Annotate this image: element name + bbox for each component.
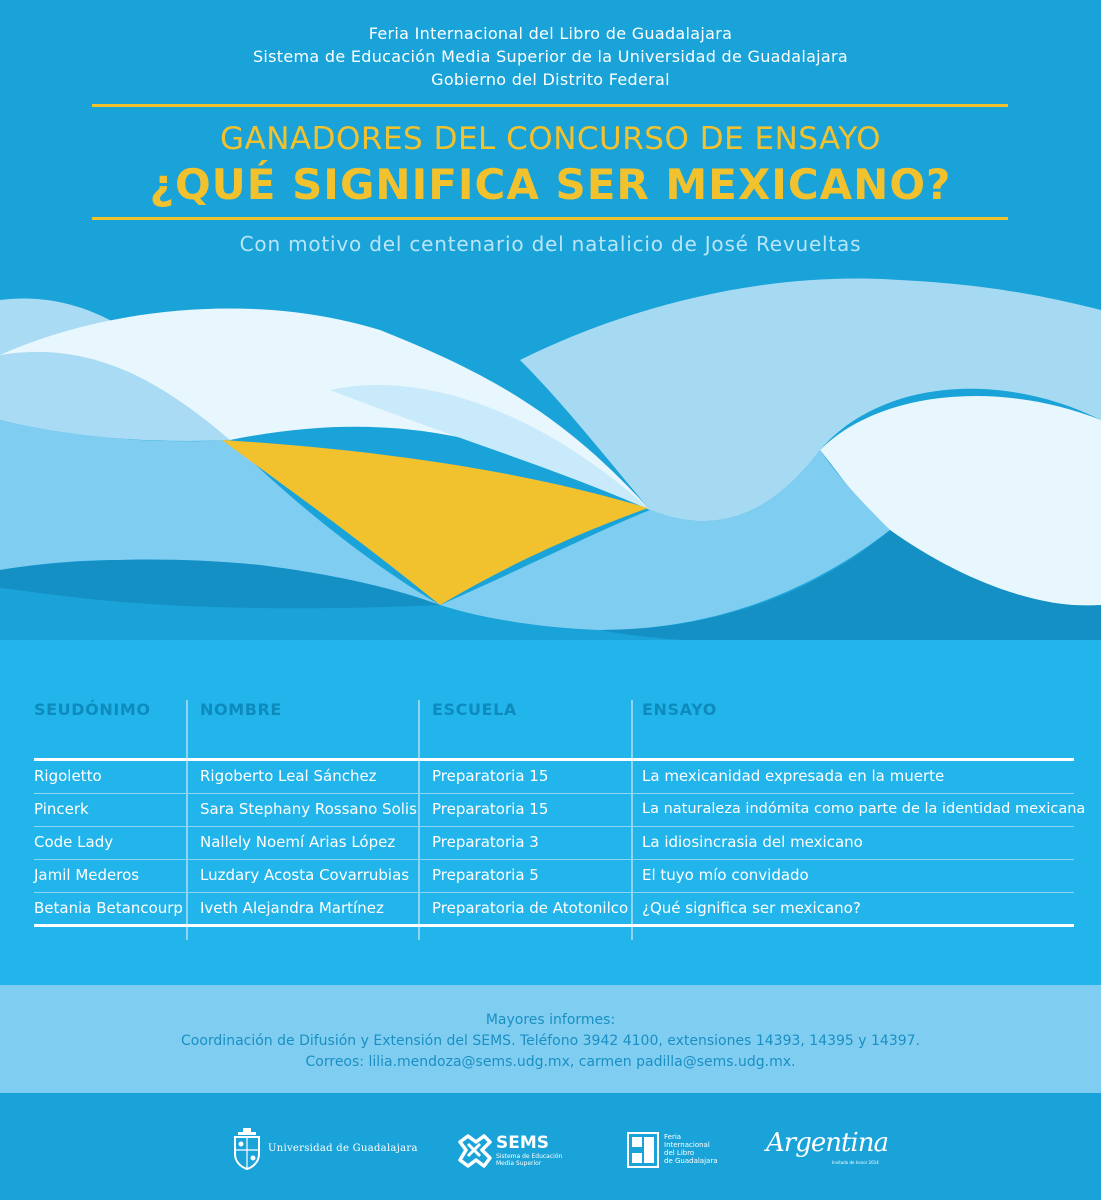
wave-illustration: [0, 270, 1101, 690]
column-header-name: NOMBRE: [200, 700, 282, 719]
cell-pseudonym: Jamil Mederos: [34, 866, 140, 884]
organizer-gdf: Gobierno del Distrito Federal: [431, 70, 670, 89]
occasion-subtitle: Con motivo del centenario del natalicio de José Revueltas: [239, 232, 862, 256]
cell-name: Sara Stephany Rossano Solis: [200, 800, 417, 818]
cell-essay: La idiosincrasia del mexicano: [642, 833, 863, 851]
contact-title: Mayores informes:: [485, 1012, 616, 1028]
fil-logo-line: Internacional: [664, 1141, 710, 1149]
sems-subtitle-line: Sistema de Educación: [496, 1153, 563, 1160]
cell-essay: ¿Qué significa ser mexicano?: [642, 899, 861, 917]
cell-school: Preparatoria 15: [432, 767, 549, 785]
organizer-fil: Feria Internacional del Libro de Guadalajara: [368, 24, 733, 43]
column-header-pseudonym: SEUDÓNIMO: [34, 700, 151, 719]
cell-school: Preparatoria 3: [432, 833, 539, 851]
shield-crest-icon: [232, 1128, 262, 1170]
sems-subtitle-line: Media Superior: [496, 1160, 542, 1167]
fil-logo-line: Feria: [664, 1133, 682, 1141]
contact-line-phone: Coordinación de Difusión y Extensión del SEMS. Teléfono 3942 4100, extensiones 14393, 14395 y 14397.: [181, 1033, 920, 1049]
cell-pseudonym: Pincerk: [34, 800, 89, 818]
cell-essay: La naturaleza indómita como parte de la identidad mexicana: [642, 801, 1086, 817]
cell-name: Iveth Alejandra Martínez: [200, 899, 384, 917]
table-row: [0, 760, 1101, 793]
kicker-title: GANADORES DEL CONCURSO DE ENSAYO: [220, 121, 881, 157]
table-row: [0, 892, 1101, 925]
contact-line-emails: Correos: lilia.mendoza@sems.udg.mx, carmen padilla@sems.udg.mx.: [305, 1054, 796, 1070]
footer-logos: [0, 1093, 1101, 1200]
argentina-logo-text: Argentina: [766, 1128, 888, 1158]
table-bottom-rule: [34, 924, 1074, 927]
cell-pseudonym: Rigoletto: [34, 767, 102, 785]
argentina-logo-subtitle: Invitado de honor 2014: [832, 1160, 879, 1165]
column-header-school: ESCUELA: [432, 700, 517, 719]
organizer-sems: Sistema de Educación Media Superior de la Universidad de Guadalajara: [252, 47, 849, 66]
cell-school: Preparatoria de Atotonilco: [432, 899, 629, 917]
table-row: [0, 859, 1101, 892]
table-row: [0, 826, 1101, 859]
contact-info: [0, 1010, 1101, 1073]
sems-knot-icon: [456, 1134, 492, 1168]
bottom-rule: [92, 217, 1008, 220]
table-row: [0, 793, 1101, 826]
cell-school: Preparatoria 5: [432, 866, 539, 884]
top-rule: [92, 104, 1008, 107]
cell-essay: La mexicanidad expresada en la muerte: [642, 767, 945, 785]
cell-school: Preparatoria 15: [432, 800, 549, 818]
cell-name: Rigoberto Leal Sánchez: [200, 767, 377, 785]
fil-logo-text: [664, 1133, 718, 1165]
cell-pseudonym: Code Lady: [34, 833, 114, 851]
cell-name: Luzdary Acosta Covarrubias: [200, 866, 410, 884]
fil-logo-line: del Libro: [664, 1149, 695, 1157]
fil-square-icon: [627, 1132, 659, 1168]
cell-name: Nallely Noemí Arias López: [200, 833, 396, 851]
sems-logo-name: SEMS: [496, 1133, 550, 1153]
udg-logo-text: Universidad de Guadalajara: [268, 1143, 418, 1154]
sems-logo-subtitle: [496, 1153, 562, 1167]
cell-essay: El tuyo mío convidado: [642, 866, 809, 884]
organizers: [0, 22, 1101, 91]
column-header-essay: ENSAYO: [642, 700, 717, 719]
cell-pseudonym: Betania Betancourp: [34, 899, 183, 917]
headline-title: ¿QUÉ SIGNIFICA SER MEXICANO?: [149, 160, 952, 209]
fil-logo-line: de Guadalajara: [664, 1157, 718, 1165]
